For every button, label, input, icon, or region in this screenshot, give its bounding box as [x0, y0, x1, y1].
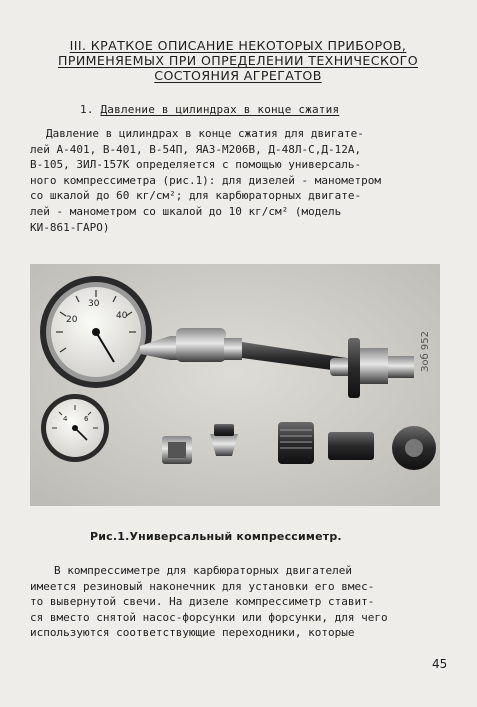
threaded-adapter-2: [278, 422, 314, 464]
section-heading-line-2: ПРИМЕНЯЕМЫХ ПРИ ОПРЕДЕЛЕНИИ ТЕХНИЧЕСКОГО: [57, 53, 419, 68]
paragraph-line: В компрессиметре для карбюраторных двигателей: [54, 564, 353, 577]
section-heading: [28, 38, 448, 83]
subsection-title: Давление в цилиндрах в конце сжатия: [100, 103, 340, 116]
section-heading-line-3: СОСТОЯНИЯ АГРЕГАТОВ: [154, 68, 322, 83]
paragraph-line: имеется резиновый наконечник для установки его вмес-: [30, 579, 375, 593]
compressimeter-photo: [30, 264, 440, 506]
tip-flange: [348, 338, 360, 398]
paragraph-line: лей А-401, В-401, В-54П, ЯАЗ-М206В, Д-48Л-С,Д-12А,: [30, 142, 362, 156]
paragraph-line: со шкалой до 60 кг/см²; для карбюраторных двигате-: [30, 189, 362, 203]
threaded-adapter-1: [162, 436, 192, 464]
gauge-tick-label: 6: [84, 415, 89, 423]
paragraph-line: лей - манометром со шкалой до 10 кг/см² (модель: [30, 204, 342, 218]
paragraph-line: то вывернутой свечи. На дизеле компрессиметр ставит-: [30, 595, 375, 609]
paragraph-line: ся вместо снятой насос-форсунки или форсунки, для чего: [30, 610, 388, 624]
figure-caption: Рис.1.Универсальный компрессиметр.: [90, 530, 342, 543]
paragraph-line: Давление в цилиндрах в конце сжатия для двигате-: [46, 127, 364, 140]
subsection-heading: [80, 103, 400, 116]
ring-adapter: [392, 426, 436, 470]
large-pressure-gauge: [40, 276, 152, 388]
paragraph-line: используются соответствующие переходники, которые: [30, 626, 355, 640]
paragraph-line: В-105, ЗИЛ-157К определяется с помощью универсаль-: [30, 158, 362, 172]
small-pressure-gauge: [41, 394, 109, 462]
cylindrical-adapter: [328, 432, 374, 460]
gauge-tick-label: 30: [88, 299, 100, 309]
gauge-tick-label: 4: [63, 415, 68, 423]
gauge-tick-label: 20: [66, 315, 78, 325]
body-paragraph: [30, 563, 455, 641]
subsection-number: 1.: [80, 103, 94, 116]
paragraph-line: ного компрессиметра (рис.1): для дизелей - манометром: [30, 173, 381, 187]
section-heading-line-1: III. КРАТКОЕ ОПИСАНИЕ НЕКОТОРЫХ ПРИБОРОВ,: [69, 38, 407, 53]
compressimeter-illustration: [30, 264, 440, 506]
paragraph-line: КИ-861-ГАРО): [30, 220, 110, 234]
intro-paragraph: [30, 126, 455, 235]
gauge-tick-label: 40: [116, 311, 128, 321]
margin-note: Зоб 952: [420, 331, 431, 372]
page-number: 45: [432, 657, 448, 671]
gauge-connector-block: [176, 328, 226, 362]
